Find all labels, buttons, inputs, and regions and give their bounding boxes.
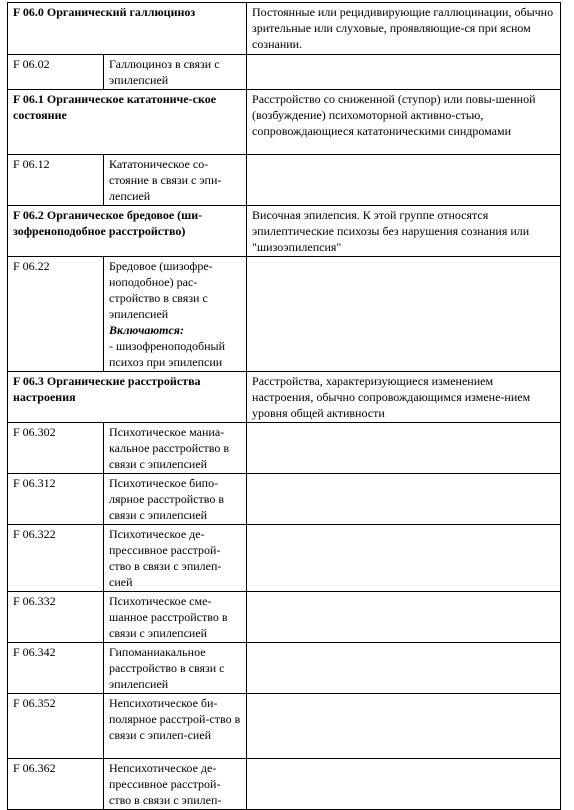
code-cell: F 06.362 bbox=[8, 759, 104, 810]
diagnosis-name: Гипоманиакальное расстройство в связи с эпилепсией bbox=[104, 643, 247, 694]
empty-cell bbox=[247, 474, 561, 525]
table-row bbox=[8, 55, 561, 90]
code-cell: F 06.02 bbox=[8, 55, 104, 90]
diagnosis-name: Кататоническое со-стояние в связи с эпи-лепсией bbox=[104, 155, 247, 206]
diagnosis-name: Непсихотическое би-полярное расстрой-ство в связи с эпилеп-сией bbox=[104, 694, 247, 759]
includes-label: Включаются: bbox=[109, 323, 184, 337]
diagnosis-name: Психотическое бипо-лярное расстройство в связи с эпилепсией bbox=[104, 474, 247, 525]
table-row bbox=[8, 525, 561, 592]
empty-cell bbox=[247, 155, 561, 206]
empty-cell bbox=[247, 423, 561, 474]
diagnosis-name: Галлюциноз в связи с эпилепсией bbox=[104, 55, 247, 90]
section-description: Височная эпилепсия. К этой группе относятся эпилептические психозы без нарушения сознания или "шизоэпилепсия" bbox=[247, 206, 561, 257]
table-row bbox=[8, 90, 561, 155]
empty-cell bbox=[247, 55, 561, 90]
section-title: F 06.3 Органические расстройства настроения bbox=[8, 372, 247, 423]
empty-cell bbox=[247, 525, 561, 592]
table-row bbox=[8, 206, 561, 257]
table-row bbox=[8, 423, 561, 474]
empty-cell bbox=[247, 759, 561, 810]
section-description: Постоянные или рецидивирующие галлюцинации, обычно зрительные или слуховые, проявляющие-ся при ясном сознании. bbox=[247, 3, 561, 55]
diagnosis-name: Психотическое маниа-кальное расстройство в связи с эпилепсией bbox=[104, 423, 247, 474]
section-description: Расстройство со сниженной (ступор) или повы-шенной (возбуждение) психомоторной активно-стью, сопровождающиеся кататоническими синдромами bbox=[247, 90, 561, 155]
diagnosis-name-with-includes bbox=[104, 257, 247, 372]
code-cell: F 06.342 bbox=[8, 643, 104, 694]
includes-text: - шизофреноподобный психоз при эпилепсии bbox=[109, 339, 226, 369]
table-row bbox=[8, 257, 561, 372]
code-cell: F 06.352 bbox=[8, 694, 104, 759]
table-row bbox=[8, 592, 561, 643]
empty-cell bbox=[247, 592, 561, 643]
section-title: F 06.0 Органический галлюциноз bbox=[8, 3, 247, 55]
empty-cell bbox=[247, 694, 561, 759]
empty-cell bbox=[247, 643, 561, 694]
table-row bbox=[8, 759, 561, 810]
table-row bbox=[8, 643, 561, 694]
code-cell: F 06.302 bbox=[8, 423, 104, 474]
code-cell: F 06.332 bbox=[8, 592, 104, 643]
section-title: F 06.1 Органическое кататоничe-ское состояние bbox=[8, 90, 247, 155]
classification-table bbox=[7, 2, 561, 810]
table-row bbox=[8, 474, 561, 525]
section-title: F 06.2 Органическое бредовое (ши-зофреноподобное расстройство) bbox=[8, 206, 247, 257]
diagnosis-name: Непсихотическое де-прессивное расстрой-ство в связи с эпилеп- bbox=[104, 759, 247, 810]
table-row bbox=[8, 155, 561, 206]
table-row bbox=[8, 372, 561, 423]
code-cell: F 06.12 bbox=[8, 155, 104, 206]
diagnosis-name: Психотическое де-прессивное расстрой-ство в связи с эпилеп-сией bbox=[104, 525, 247, 592]
diagnosis-name: Бредовое (шизофре-ноподобное) рас-стройство в связи с эпилепсией bbox=[109, 259, 213, 321]
code-cell: F 06.322 bbox=[8, 525, 104, 592]
code-cell: F 06.312 bbox=[8, 474, 104, 525]
section-description: Расстройства, характеризующиеся изменением настроения, обычно сопровождающимся измене-нием уровня общей активности bbox=[247, 372, 561, 423]
code-cell: F 06.22 bbox=[8, 257, 104, 372]
empty-cell bbox=[247, 257, 561, 372]
table-row bbox=[8, 3, 561, 55]
table-row bbox=[8, 694, 561, 759]
diagnosis-name: Психотическое сме-шанное расстройство в связи с эпилепсией bbox=[104, 592, 247, 643]
